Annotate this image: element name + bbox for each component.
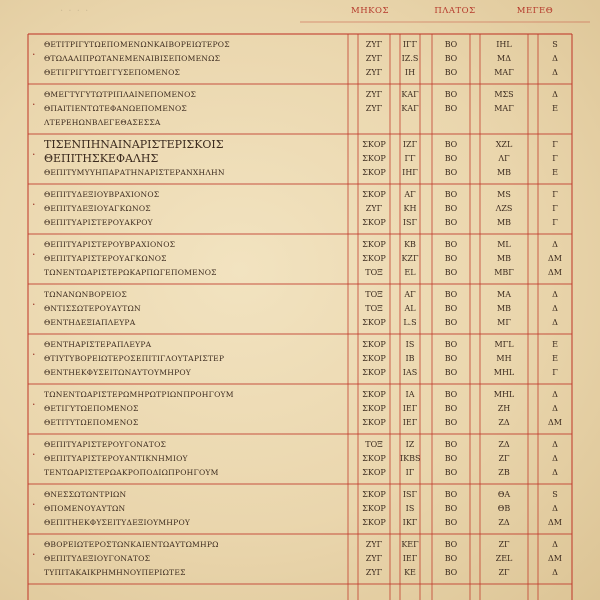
row-text: ΘΕΠΙΤΥΔΕΞΙΟΥΓΟΝΑΤΟΣ xyxy=(44,554,151,563)
table-cell: Δ xyxy=(552,318,558,327)
row-text: ΘΝΤΙΣΣΩΤΕΡΟΥΑΥΤΩΝ xyxy=(44,304,141,313)
table-cell: ΜΒ xyxy=(496,168,512,177)
table-cell: ΒΟ xyxy=(444,218,458,227)
row-text: ΘΕΠΙΤΥΑΡΙΣΤΕΡΟΥΑΝΤΙΚΝΗΜΙΟΥ xyxy=(44,454,188,463)
table-cell: ΒΟ xyxy=(444,40,458,49)
table-cell: ΒΟ xyxy=(444,204,458,213)
table-cell: ΜΗ xyxy=(496,354,512,363)
table-cell: ΒΟ xyxy=(444,268,458,277)
table-cell: ΑL xyxy=(404,304,416,313)
row-text: ΘΕΠΙΤΗΣΚΕΦΑΛΗΣ xyxy=(44,152,159,165)
table-cell: ΣΚΟΡ xyxy=(362,504,386,513)
table-cell: ΜΑΓ xyxy=(494,68,514,77)
table-cell: ΒΟ xyxy=(444,554,458,563)
table-cell: ΚΑΓ xyxy=(401,90,419,99)
table-cell: ΒΟ xyxy=(444,518,458,527)
table-cell: ΚΖΓ xyxy=(401,254,419,263)
table-cell: ΚΕ xyxy=(404,568,416,577)
table-cell: ΙΑS xyxy=(402,368,418,377)
row-text: ΘΕΝΤΗΔΕΞΙΑΠΛΕΥΡΑ xyxy=(44,318,136,327)
table-cell: ΜΒΓ xyxy=(494,268,514,277)
table-cell: ΒΟ xyxy=(444,440,458,449)
row-text: ΘΕΠΙΤΥΑΡΙΣΤΕΡΟΥΓΟΝΑΤΟΣ xyxy=(44,440,167,449)
table-cell: ΖΔ xyxy=(498,418,510,427)
table-cell: ΒΟ xyxy=(444,490,458,499)
table-cell: ΒΟ xyxy=(444,104,458,113)
row-text: ΘΤΙΥΤΥΒΟΡΕΙΩΤΕΡΟΣΕΠΙΤΙΓΛΟΥΤΑΡΙΣΤΕΡ xyxy=(44,354,225,363)
table-cell: Ε xyxy=(552,104,558,113)
table-cell: ΣΚΟΡ xyxy=(362,168,386,177)
table-cell: ΙSΓ xyxy=(402,218,418,227)
table-cell: ΖΔ xyxy=(498,440,510,449)
table-cell: ΜΑΓ xyxy=(494,104,514,113)
table-cell: ΤΟΞ xyxy=(365,440,383,449)
table-cell: ΒΟ xyxy=(444,418,458,427)
table-cell: ΒΟ xyxy=(444,340,458,349)
table-cell: ΕL xyxy=(404,268,416,277)
table-cell: ΜΒ xyxy=(496,254,512,263)
table-cell: Γ xyxy=(552,140,558,149)
table-cell: ΣΚΟΡ xyxy=(362,340,386,349)
row-text: ΤΥΠΙΤΑΚΑΙΚΡΗΜΗΝΟΥΠΕΡΙΩΤΕΣ xyxy=(44,568,186,577)
row-text: ΘΕΠΙΤΥΑΡΙΣΤΕΡΟΥΑΓΚΩΝΟΣ xyxy=(44,254,167,263)
table-cell: ΙS xyxy=(405,504,415,513)
table-cell: ΖΥΓ xyxy=(365,68,383,77)
row-text: ΘΕΝΤΗΕΚΦΥΣΕΙΤΩΝΑΥΤΟΥΜΗΡΟΥ xyxy=(44,368,192,377)
table-cell: Ε xyxy=(552,354,558,363)
table-cell: ΙΚΒS xyxy=(400,454,420,463)
table-cell: ΖΔ xyxy=(498,518,510,527)
table-cell: ΣΚΟΡ xyxy=(362,418,386,427)
table-cell: ΙΕΓ xyxy=(402,418,418,427)
table-cell: Γ xyxy=(552,154,558,163)
table-cell: ΜL xyxy=(497,240,511,249)
table-cell: ΙΓΓ xyxy=(402,40,418,49)
row-text: ΤΩΝΕΝΤΩΑΡΙΣΤΕΡΩΜΗΡΩΤΡΙΩΝΠΡΟΗΓΟΥΜ xyxy=(44,390,234,399)
row-text: ΘΕΤΙΓΡΙΓΥΤΩΕΓΓΥΣΕΠΟΜΕΝΟΣ xyxy=(44,68,181,77)
table-cell: ΚΑΓ xyxy=(401,104,419,113)
table-cell: ΜS xyxy=(497,190,511,199)
row-text: ΘΤΩΛΑΛΙΠΡΩΤΑΝΕΜΕΝΑΙΒΙΣΕΠΟΜΕΝΩΣ xyxy=(44,54,221,63)
table-cell: Δ xyxy=(552,468,558,477)
table-cell: ΣΚΟΡ xyxy=(362,390,386,399)
header-mekos: ΜΗΚΟΣ xyxy=(351,6,389,16)
row-text: ΘΠΑΙΤΙΕΝΤΩΤΕΦΑΝΩΕΠΟΜΕΝΟΣ xyxy=(44,104,187,113)
row-text: ΤΕΝΤΩΑΡΙΣΤΕΡΩΑΚΡΟΠΟΔΙΩΠΡΟΗΓΟΥΜ xyxy=(44,468,219,477)
table-cell: ΖΕL xyxy=(495,554,513,563)
table-cell: ΣΚΟΡ xyxy=(362,368,386,377)
table-cell: ΣΚΟΡ xyxy=(362,190,386,199)
table-cell: Δ xyxy=(552,390,558,399)
table-cell: Δ xyxy=(552,54,558,63)
table-cell: ΔΜ xyxy=(548,254,562,263)
table-cell: ΤΟΞ xyxy=(365,268,383,277)
row-text: ΘΜΕΓΤΥΓΥΤΩΤΡΙΠΛΑΙΝΕΠΟΜΕΝΟΣ xyxy=(44,90,197,99)
table-cell: Γ xyxy=(552,218,558,227)
table-cell: ΒΟ xyxy=(444,354,458,363)
row-text: ΘΕΤΙΤΡΙΓΥΤΩΕΠΟΜΕΝΩΝΚΑΙΒΟΡΕΙΩΤΕΡΟΣ xyxy=(44,40,230,49)
table-cell: ΔΜ xyxy=(548,518,562,527)
table-cell: ΣΚΟΡ xyxy=(362,404,386,413)
row-text: ΘΕΠΙΤΥΔΕΞΙΟΥΑΓΚΩΝΟΣ xyxy=(44,204,151,213)
row-text: ΘΝΕΣΣΩΤΩΝΤΡΙΩΝ xyxy=(44,490,127,499)
table-cell: ΒΟ xyxy=(444,54,458,63)
margin-bracket-mark: · xyxy=(32,298,36,311)
table-cell: ΖΥΓ xyxy=(365,204,383,213)
table-cell: ΤΟΞ xyxy=(365,304,383,313)
table-cell: ΖΥΓ xyxy=(365,90,383,99)
table-cell: ΒΟ xyxy=(444,154,458,163)
table-cell: ΙS xyxy=(405,340,415,349)
table-cell: ΒΟ xyxy=(444,190,458,199)
header-megethos: ΜΕΓΕΘ xyxy=(516,6,554,16)
table-cell: Γ xyxy=(552,204,558,213)
table-cell: Δ xyxy=(552,404,558,413)
table-cell: ΖΥΓ xyxy=(365,568,383,577)
margin-bracket-mark: · xyxy=(32,448,36,461)
table-cell: ΛΓ xyxy=(498,154,510,163)
table-cell: ΤΟΞ xyxy=(365,290,383,299)
table-cell: ΖΒ xyxy=(498,468,510,477)
table-cell: ΓΓ xyxy=(404,154,416,163)
table-cell: ΖΓ xyxy=(498,454,510,463)
margin-bracket-mark: · xyxy=(32,248,36,261)
table-cell: ΖΥΓ xyxy=(365,104,383,113)
table-cell: Δ xyxy=(552,290,558,299)
table-cell: ΚΗ xyxy=(403,204,417,213)
table-cell: ΒΟ xyxy=(444,454,458,463)
table-cell: ΔΜ xyxy=(548,418,562,427)
table-cell: ΙΖΓ xyxy=(402,140,418,149)
table-cell: ΑΓ xyxy=(404,190,416,199)
table-cell: ΜΗL xyxy=(493,390,515,399)
table-cell: ΜΓL xyxy=(494,340,514,349)
table-cell: ΒΟ xyxy=(444,504,458,513)
table-cell: ΔΜ xyxy=(548,554,562,563)
table-cell: ΜΓ xyxy=(497,318,511,327)
table-cell: L.S xyxy=(403,318,417,327)
table-cell: Ε xyxy=(552,340,558,349)
table-cell: ΚΒ xyxy=(404,240,416,249)
table-cell: ΣΚΟΡ xyxy=(362,240,386,249)
table-cell: ΣΚΟΡ xyxy=(362,490,386,499)
margin-bracket-mark: · xyxy=(32,498,36,511)
table-cell: ΣΚΟΡ xyxy=(362,154,386,163)
row-text: ΘΒΟΡΕΙΩΤΕΡΟΣΤΩΝΚΑΙΕΝΤΩΑΥΤΩΜΗΡΩ xyxy=(44,540,219,549)
table-cell: ΒΟ xyxy=(444,540,458,549)
table-cell: Δ xyxy=(552,440,558,449)
row-text: ΤΙΣΕΝΠΗΝΑΙΝΑΡΙΣΤΕΡΙΣΚΟΙΣ xyxy=(44,138,224,151)
table-cell: ΔΜ xyxy=(548,268,562,277)
table-cell: ΒΟ xyxy=(444,304,458,313)
table-cell: ΒΟ xyxy=(444,368,458,377)
table-cell: ΣΚΟΡ xyxy=(362,318,386,327)
table-cell: ΘΒ xyxy=(497,504,511,513)
row-text: ΘΕΠΙΤΥΑΡΙΣΤΕΡΟΥΑΚΡΟΥ xyxy=(44,218,153,227)
table-cell: ΜΒ xyxy=(496,218,512,227)
table-cell: ΒΟ xyxy=(444,390,458,399)
table-cell: ΣΚΟΡ xyxy=(362,454,386,463)
table-cell: Δ xyxy=(552,240,558,249)
table-cell: ΒΟ xyxy=(444,290,458,299)
table-cell: ΙSΓ xyxy=(402,490,418,499)
table-cell: ΑΓ xyxy=(404,290,416,299)
table-cell: ΙΗΓ xyxy=(402,168,418,177)
row-text: ΘΕΠΙΤΥΑΡΙΣΤΕΡΟΥΒΡΑΧΙΟΝΟΣ xyxy=(44,240,176,249)
table-cell: ΒΟ xyxy=(444,404,458,413)
table-cell: ΒΟ xyxy=(444,318,458,327)
table-cell: ΜΑ xyxy=(497,290,511,299)
row-text: ΤΩΝΕΝΤΩΑΡΙΣΤΕΡΩΚΑΡΠΩΓΕΠΟΜΕΝΟΣ xyxy=(44,268,217,277)
table-cell: S xyxy=(552,490,558,499)
bleed-through-text: · · · · xyxy=(60,6,90,17)
table-cell: ΜΒ xyxy=(496,304,512,313)
table-cell: ΣΚΟΡ xyxy=(362,218,386,227)
table-cell: ΣΚΟΡ xyxy=(362,140,386,149)
row-text: ΘΕΠΙΤΥΜΥΥΗΠΑΡΑΤΗΝΑΡΙΣΤΕΡΑΝΧΗΛΗΝ xyxy=(44,168,225,177)
margin-bracket-mark: · xyxy=(32,198,36,211)
table-cell: ΧΖL xyxy=(495,140,513,149)
table-cell: Γ xyxy=(552,368,558,377)
margin-bracket-mark: · xyxy=(32,98,36,111)
table-cell: ΙΚΓ xyxy=(402,518,418,527)
table-cell: Δ xyxy=(552,68,558,77)
table-cell: ΒΟ xyxy=(444,568,458,577)
table-cell: ΖΥΓ xyxy=(365,554,383,563)
table-cell: ΣΚΟΡ xyxy=(362,518,386,527)
row-text: ΛΤΕΡΕΗΩΝΒΛΕΓΕΘΑΣΕΣΣΑ xyxy=(44,118,161,127)
table-cell: Δ xyxy=(552,504,558,513)
table-cell: ΙΓ xyxy=(405,468,415,477)
table-cell: ΣΚΟΡ xyxy=(362,254,386,263)
table-cell: ΒΟ xyxy=(444,90,458,99)
table-cell: Δ xyxy=(552,540,558,549)
table-cell: ΖΗ xyxy=(497,404,511,413)
table-cell: ΜΗL xyxy=(493,368,515,377)
table-cell: ΙΑ xyxy=(405,390,415,399)
row-text: ΘΕΤΙΓΥΤΩΕΠΟΜΕΝΟΣ xyxy=(44,404,139,413)
table-cell: ΙΗL xyxy=(496,40,512,49)
table-cell: ΒΟ xyxy=(444,240,458,249)
table-cell: ΙΖ.S xyxy=(401,54,419,63)
table-cell: ΖΥΓ xyxy=(365,40,383,49)
row-text: ΘΕΤΙΤΥΤΩΕΠΟΜΕΝΟΣ xyxy=(44,418,139,427)
table-cell: ΒΟ xyxy=(444,254,458,263)
margin-bracket-mark: · xyxy=(32,348,36,361)
row-text: ΘΠΟΜΕΝΟΥΑΥΤΩΝ xyxy=(44,504,126,513)
table-cell: ΜΣS xyxy=(494,90,514,99)
table-cell: ΣΚΟΡ xyxy=(362,468,386,477)
table-cell: ΒΟ xyxy=(444,168,458,177)
table-cell: ΒΟ xyxy=(444,140,458,149)
row-text: ΘΕΠΙΤΗΕΚΦΥΣΕΙΤΥΔΕΞΙΟΥΜΗΡΟΥ xyxy=(44,518,191,527)
table-cell: ΖΥΓ xyxy=(365,54,383,63)
table-cell: Δ xyxy=(552,90,558,99)
row-text: ΘΕΝΤΗΑΡΙΣΤΕΡΑΠΛΕΥΡΑ xyxy=(44,340,152,349)
table-cell: ΖΓ xyxy=(498,568,510,577)
table-cell: S xyxy=(552,40,558,49)
table-cell: Ε xyxy=(552,168,558,177)
table-cell: ΙΖ xyxy=(405,440,415,449)
table-cell: Γ xyxy=(552,190,558,199)
table-cell: ΘΑ xyxy=(497,490,511,499)
table-cell: ΙΒ xyxy=(405,354,415,363)
table-cell: ΖΓ xyxy=(498,540,510,549)
table-cell: Δ xyxy=(552,454,558,463)
table-cell: Δ xyxy=(552,304,558,313)
table-cell: ΒΟ xyxy=(444,468,458,477)
margin-bracket-mark: · xyxy=(32,148,36,161)
table-cell: ΒΟ xyxy=(444,68,458,77)
table-cell: ΣΚΟΡ xyxy=(362,354,386,363)
margin-bracket-mark: · xyxy=(32,398,36,411)
table-cell: ΚΕΓ xyxy=(401,540,419,549)
table-cell: ΙΕΓ xyxy=(402,554,418,563)
row-text: ΘΕΠΙΤΥΔΕΞΙΟΥΒΡΑΧΙΟΝΟΣ xyxy=(44,190,160,199)
table-cell: Δ xyxy=(552,568,558,577)
table-cell: ΙΕΓ xyxy=(402,404,418,413)
table-cell: ΖΥΓ xyxy=(365,540,383,549)
row-text: ΤΩΝΑΝΩΝΒΟΡΕΙΟΣ xyxy=(44,290,127,299)
margin-bracket-mark: · xyxy=(32,548,36,561)
header-platos: ΠΛΑΤΟΣ xyxy=(434,6,476,16)
table-cell: ΜΔ xyxy=(497,54,511,63)
margin-bracket-mark: · xyxy=(32,48,36,61)
table-cell: ΙΗ xyxy=(404,68,416,77)
table-cell: ΛΖS xyxy=(495,204,513,213)
